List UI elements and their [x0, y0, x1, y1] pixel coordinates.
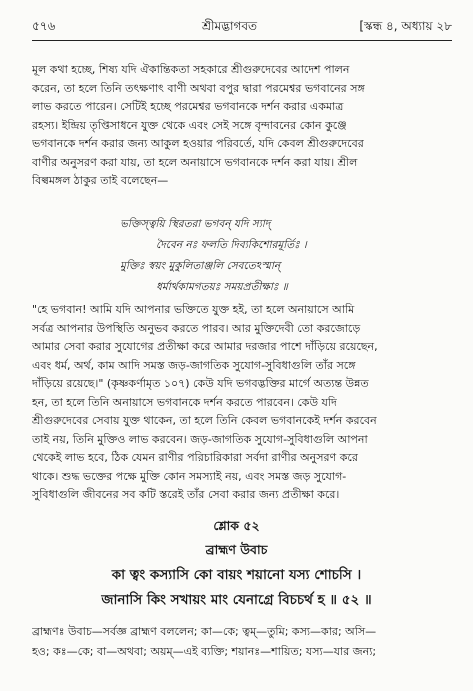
text-line: মূল কথা হচ্ছে, শিষ্য যদি ঐকান্তিকতা সহকারে শ্রীগুরুদেবের আদেশ পালন	[32, 63, 350, 76]
text-line: আমার সেবা করার সুযোগের প্রতীক্ষা করে আমার দরজার পাশে দাঁড়িয়ে রয়েছেন,	[32, 340, 378, 353]
verse-line: ধর্মার্থকামগতয়ঃ সময়প্রতীক্ষাঃ ॥	[156, 281, 288, 293]
header-rule	[32, 40, 452, 41]
text-line: বিল্বমঙ্গল ঠাকুর তাই বলেছেন—	[32, 174, 169, 187]
text-line: লাভ করতে পারেন। সেটিই হচ্ছে পরমেশ্বর ভগবানকে দর্শন করার একমাত্র	[32, 100, 344, 113]
page-header	[32, 18, 452, 40]
translation-paragraph	[32, 301, 452, 505]
text-line: বাণীর অনুসরণ করা যায়, তা হলে অনায়াসে ভগবানকে দর্শন করা যায়। শ্রীল	[32, 155, 358, 169]
sloka-heading: শ্লোক ৫২	[213, 518, 260, 533]
page-number: ৫৭৬	[32, 19, 56, 33]
text-line: করেন, তা হলে তিনি তৎক্ষণাৎ বাণী অথবা বপুর দ্বারা পরমেশ্বর ভগবানের সঙ্গ	[32, 81, 365, 95]
synonyms-section	[32, 622, 452, 662]
sloka-line: জানাসি কিং সখায়ং মাং যেনাগ্রে বিচচর্থ হ ॥ ৫২ ॥	[101, 592, 372, 608]
purport-paragraph	[32, 61, 452, 191]
text-line: দাঁড়িয়ে রয়েছে।" (কৃষ্ণকর্ণামৃত ১০৭) কেউ যদি ভগবদ্ভক্তির মার্গে অত্যন্ত উন্নত	[32, 377, 369, 390]
text-line: ভগবানকে দর্শন করার জন্য আকুল হওয়ার পরিবর্তে, যদি কেবল শ্রীগুরুদেবের	[32, 137, 364, 150]
text-line: থেকেই লাভ হবে, ঠিক যেমন রাণীর পরিচারিকারা সর্বদা রাণীর অনুসরণ করে	[32, 451, 358, 464]
synonyms-line: ব্রাহ্মণঃ উবাচ—সর্বজ্ঞ ব্রাহ্মণ বললেন; কা—কে; ত্বম্—তুমি; কস্য—কার; অসি—	[32, 625, 377, 638]
quoted-verse	[120, 214, 460, 298]
chapter-reference: [স্কন্ধ ৪, অধ্যায় ২৮	[359, 19, 452, 33]
text-line: তাই নয়, তিনি মুক্তিও লাভ করবেন। জড়-জাগতিক সুযোগ-সুবিধাগুলি আপনা	[32, 432, 368, 446]
text-line: এবং ধর্ম, অর্থ, কাম আদি সমস্ত জড়-জাগতিক সুযোগ-সুবিধাগুলি তাঁর সঙ্গে	[32, 358, 356, 372]
sloka-line: কা ত্বং কস্যাসি কো বায়ং শয়ানো যস্য শোচসি ।	[111, 567, 362, 583]
verse-line: দৈবেন নঃ ফলতি দিব্যকিশোরমূর্তিঃ ।	[156, 239, 307, 251]
text-line: সুবিধাগুলি জীবনের সব কটি স্তরেই তাঁর সেবা করার জন্য প্রতীক্ষা করে।	[32, 488, 340, 501]
synonyms-line: হও; কঃ—কে; বা—অথবা; অয়ম্—এই ব্যক্তি; শয়ানঃ—শায়িত; যস্য—যার জন্য;	[32, 645, 377, 658]
verse-line: মুক্তিঃ স্বয়ং মুকুলিতাঞ্জলি সেবতেঽস্মান্	[120, 260, 281, 272]
text-line: সর্বত্র আপনার উপস্থিতি অনুভব করতে পারব। আর মুক্তিদেবী তো করজোড়ে	[32, 321, 361, 335]
verse-line: ভক্তিস্ত্বয়ি স্থিরতরা ভগবন্ যদি স্যাদ্	[120, 218, 271, 230]
text-line: থাকে। শুদ্ধ ভক্তের পক্ষে মুক্তি কোন সমস্যাই নয়, এবং সমস্ত জড় সুযোগ-	[32, 469, 347, 483]
text-line: রহস্য। ইন্দ্রিয় তৃপ্তিসাধনে যুক্ত থেকে এবং সেই সঙ্গে বৃন্দাবনের কোন কুঞ্জে	[32, 118, 347, 132]
text-line: শ্রীগুরুদেবের সেবায় যুক্ত থাকেন, তা হলে তিনি কেবল ভগবানকেই দর্শন করবেন	[32, 414, 377, 427]
book-title: শ্রীমদ্ভাগবত	[202, 19, 258, 33]
text-line: হন, তা হলে তিনি অনায়াসে ভগবানকে দর্শন করতে পারবেন। কেউ যদি	[32, 395, 337, 409]
text-line: "হে ভগবান! আমি যদি আপনার ভক্তিতে যুক্ত হই, তা হলে অনায়াসে আমি	[32, 303, 355, 316]
sloka-speaker: ব্রাহ্মণ উবাচ	[205, 542, 268, 557]
